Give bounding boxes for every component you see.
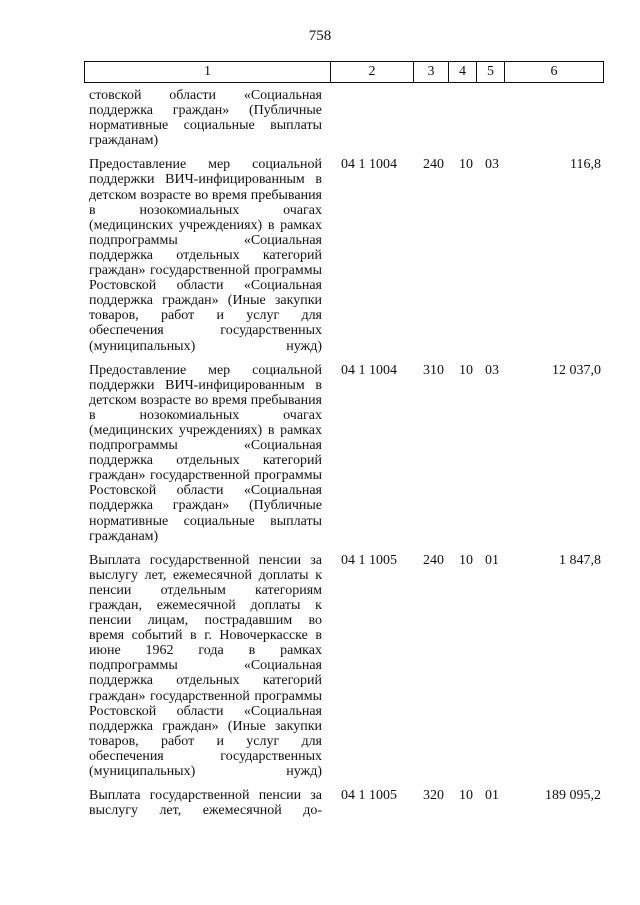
table-row xyxy=(89,157,601,353)
row-amount: 1 847,8 xyxy=(559,552,601,568)
row-target-code: 04 1 1004 xyxy=(341,362,397,378)
row-target-code: 04 1 1005 xyxy=(341,552,397,568)
table-header xyxy=(84,61,604,83)
row-expense-type: 240 xyxy=(423,552,444,568)
row-description: стовской области «Социальная поддержка граждан» (Публичные нормативные социальные выплаты гражданам) xyxy=(89,88,322,149)
row-subsection: 03 xyxy=(485,362,499,378)
row-section: 10 xyxy=(459,552,473,568)
page-number: 758 xyxy=(308,28,332,44)
row-subsection: 01 xyxy=(485,788,499,804)
table-row xyxy=(89,553,601,779)
row-expense-type: 240 xyxy=(423,157,444,173)
row-subsection: 03 xyxy=(485,157,499,173)
table-row xyxy=(89,363,601,544)
row-expense-type: 310 xyxy=(423,362,444,378)
column-header-5: 5 xyxy=(477,62,505,83)
row-expense-type: 320 xyxy=(423,788,444,804)
row-amount: 189 095,2 xyxy=(545,788,601,804)
column-header-3: 3 xyxy=(414,62,449,83)
row-description: Выплата государственной пенсии за выслугу лет, ежемесячной до- xyxy=(89,788,322,819)
row-section: 10 xyxy=(459,362,473,378)
column-header-4: 4 xyxy=(449,62,477,83)
table-row xyxy=(89,788,601,818)
row-amount: 12 037,0 xyxy=(552,362,601,378)
row-section: 10 xyxy=(459,157,473,173)
column-header-6: 6 xyxy=(505,62,604,83)
row-section: 10 xyxy=(459,788,473,804)
column-header-2: 2 xyxy=(331,62,414,83)
row-amount: 116,8 xyxy=(570,157,601,173)
table-body xyxy=(89,88,601,827)
row-description: Предоставление мер социальной поддержки ВИЧ-инфицированным в детском возрасте во время пребывания в нозокомиальных очагах (медицинских учреждениях) в рамках подпрограммы «Социальная поддержка отдельных категорий граждан» государственной программы Ростовской области «Социальная поддержка граждан» (Иные закупки товаров, работ и услуг для обеспечения государственных (муниципальных) нужд) xyxy=(89,157,322,354)
column-header-1: 1 xyxy=(85,62,331,83)
row-target-code: 04 1 1005 xyxy=(341,788,397,804)
row-description: Выплата государственной пенсии за выслугу лет, ежемесячной доплаты к пенсии отдельным категориям граждан, ежемесячной доплаты к пенсии лицам, пострадавшим во время событий в г. Новочеркасске в июне 1962 года в рамках подпрограммы «Социальная поддержка отдельных категорий граждан» государственной программы Ростовской области «Социальная поддержка граждан» (Иные закупки товаров, работ и услуг для обеспечения государственных (муниципальных) нужд) xyxy=(89,552,322,780)
row-target-code: 04 1 1004 xyxy=(341,157,397,173)
row-description: Предоставление мер социальной поддержки ВИЧ-инфицированным в детском возрасте во время пребывания в нозокомиальных очагах (медицинских учреждениях) в рамках подпрограммы «Социальная поддержка отдельных категорий граждан» государственной программы Ростовской области «Социальная поддержка граждан» (Публичные нормативные социальные выплаты гражданам) xyxy=(89,362,322,544)
table-row xyxy=(89,88,601,148)
row-subsection: 01 xyxy=(485,552,499,568)
